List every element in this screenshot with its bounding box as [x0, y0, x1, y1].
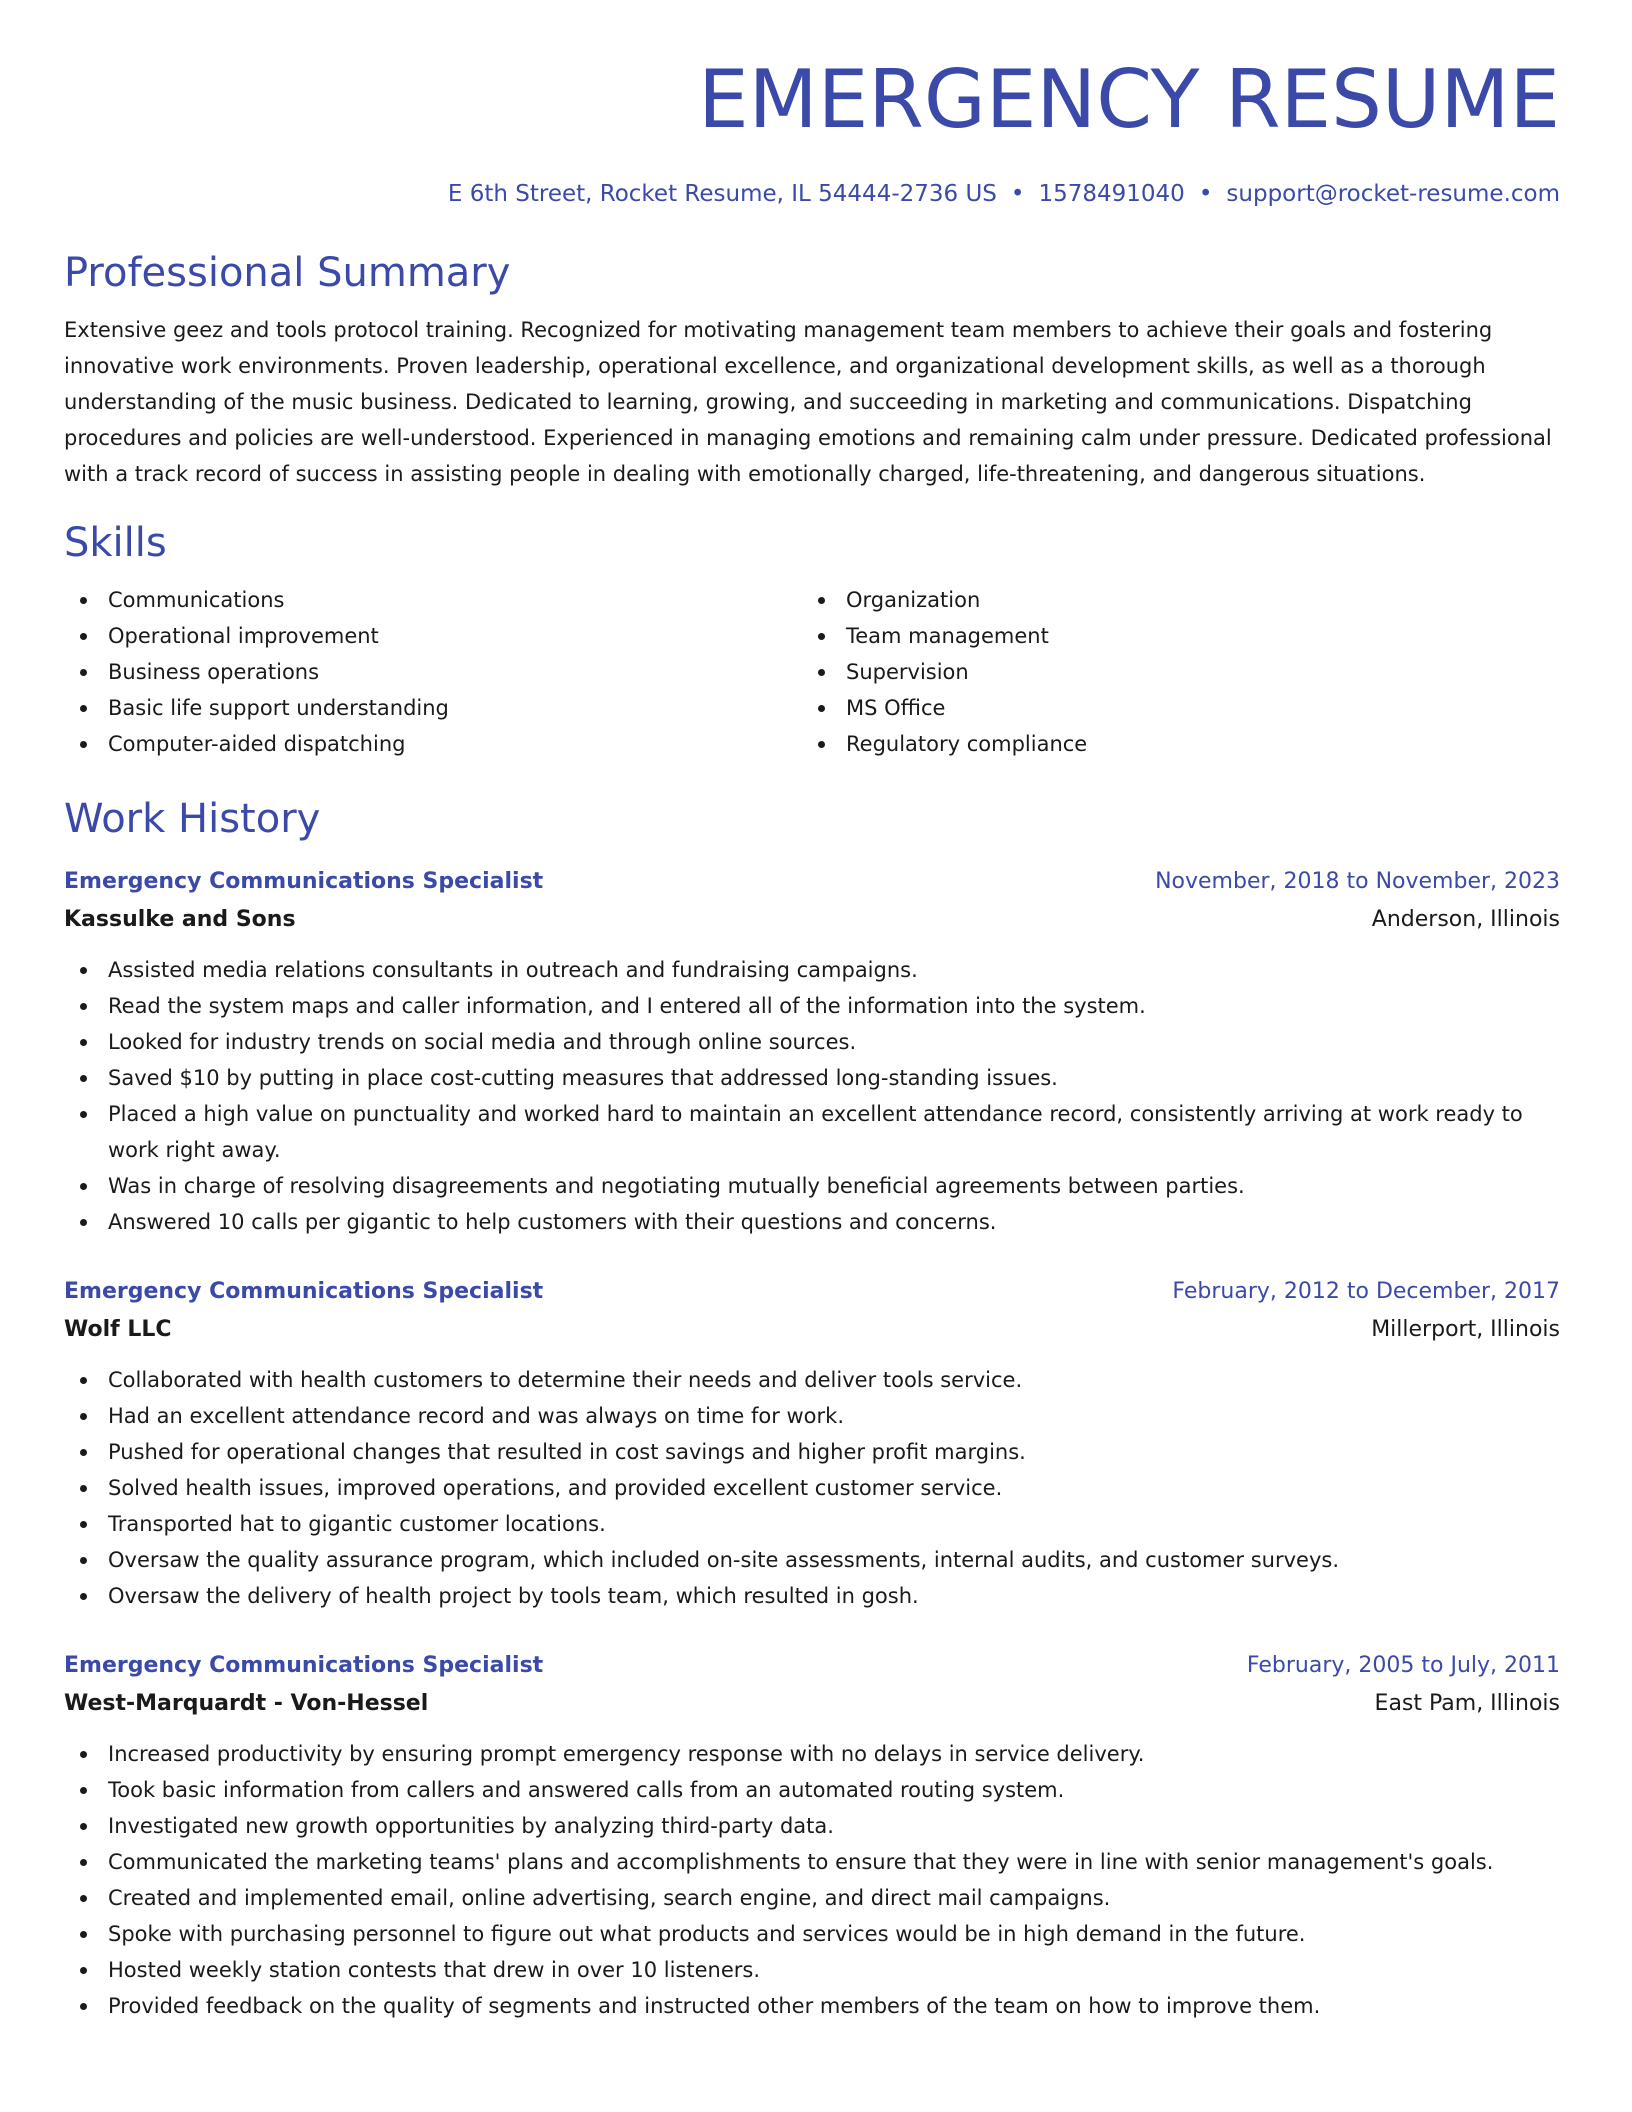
job-title: Emergency Communications Specialist — [64, 1653, 544, 1678]
job-company: Kassulke and Sons — [64, 907, 296, 932]
contact-address: E 6th Street, Rocket Resume, IL 54444-2736 US — [447, 181, 997, 207]
job-bullet: Provided feedback on the quality of segments and instructed other members of the team on how to improve them. — [64, 1988, 1560, 2024]
section-title-summary: Professional Summary — [64, 250, 511, 296]
section-title-work-history: Work History — [64, 796, 321, 842]
section-title-skills: Skills — [64, 520, 167, 566]
job-bullet: Placed a high value on punctuality and worked hard to maintain an excellent attendance record, consistently arriving at work ready to work right away. — [64, 1096, 1560, 1168]
skills-grid — [64, 582, 1560, 762]
skills-column-right — [802, 582, 1540, 762]
job-entry — [64, 1274, 1560, 1614]
job-bullet: Had an excellent attendance record and was always on time for work. — [64, 1398, 1560, 1434]
job-company: Wolf LLC — [64, 1317, 172, 1342]
skills-list-left — [64, 582, 802, 762]
job-subheader-row — [64, 1310, 1560, 1350]
job-bullet: Assisted media relations consultants in outreach and fundraising campaigns. — [64, 952, 1560, 988]
job-subheader-row — [64, 900, 1560, 940]
skill-item: Team management — [802, 618, 1540, 654]
job-location: Millerport, Illinois — [1371, 1317, 1560, 1342]
skill-item: Business operations — [64, 654, 802, 690]
job-bullet: Pushed for operational changes that resulted in cost savings and higher profit margins. — [64, 1434, 1560, 1470]
job-bullet: Communicated the marketing teams' plans and accomplishments to ensure that they were in line with senior management's goals. — [64, 1844, 1560, 1880]
job-bullet: Answered 10 calls per gigantic to help customers with their questions and concerns. — [64, 1204, 1560, 1240]
job-title: Emergency Communications Specialist — [64, 1279, 544, 1304]
job-bullet: Read the system maps and caller information, and I entered all of the information into the system. — [64, 988, 1560, 1024]
job-bullet: Saved $10 by putting in place cost-cutting measures that addressed long-standing issues. — [64, 1060, 1560, 1096]
job-header-row — [64, 1274, 1560, 1310]
skills-column-left — [64, 582, 802, 762]
job-bullet: Hosted weekly station contests that drew in over 10 listeners. — [64, 1952, 1560, 1988]
job-bullets — [64, 952, 1560, 1240]
job-dates: February, 2012 to December, 2017 — [1172, 1279, 1560, 1304]
contact-phone: 1578491040 — [1038, 181, 1185, 207]
job-bullet: Took basic information from callers and answered calls from an automated routing system. — [64, 1772, 1560, 1808]
job-bullet: Oversaw the delivery of health project by tools team, which resulted in gosh. — [64, 1578, 1560, 1614]
job-bullet: Increased productivity by ensuring prompt emergency response with no delays in service delivery. — [64, 1736, 1560, 1772]
contact-separator: • — [1010, 181, 1025, 207]
resume-name-title: EMERGENCY RESUME — [698, 53, 1560, 146]
job-bullet: Created and implemented email, online advertising, search engine, and direct mail campaigns. — [64, 1880, 1560, 1916]
job-location: Anderson, Illinois — [1371, 907, 1560, 932]
skill-item: Organization — [802, 582, 1540, 618]
skill-item: Supervision — [802, 654, 1540, 690]
job-bullets — [64, 1736, 1560, 2024]
job-bullet: Was in charge of resolving disagreements and negotiating mutually beneficial agreements between parties. — [64, 1168, 1560, 1204]
contact-separator: • — [1198, 181, 1213, 207]
job-subheader-row — [64, 1684, 1560, 1724]
skill-item: Communications — [64, 582, 802, 618]
skill-item: Basic life support understanding — [64, 690, 802, 726]
skill-item: MS Office — [802, 690, 1540, 726]
summary-text: Extensive geez and tools protocol training. Recognized for motivating management team members to achieve their goals and fostering innovative work environments. Proven leadership, operational excellence, and organizational development skills, as well as a thorough understanding of the music business. Dedicated to learning, growing, and succeeding in marketing and communications. Dispatching procedures and policies are well-understood. Experienced in managing emotions and remaining calm under pressure. Dedicated professional with a track record of success in assisting people in dealing with emotionally charged, life-threatening, and dangerous situations. — [64, 318, 1552, 486]
resume-page — [64, 0, 1560, 2024]
skill-item: Regulatory compliance — [802, 726, 1540, 762]
job-bullet: Looked for industry trends on social media and through online sources. — [64, 1024, 1560, 1060]
skill-item: Operational improvement — [64, 618, 802, 654]
skill-item: Computer-aided dispatching — [64, 726, 802, 762]
job-title: Emergency Communications Specialist — [64, 869, 544, 894]
job-bullet: Transported hat to gigantic customer locations. — [64, 1506, 1560, 1542]
job-bullet: Investigated new growth opportunities by analyzing third-party data. — [64, 1808, 1560, 1844]
job-bullets — [64, 1362, 1560, 1614]
job-header-row — [64, 864, 1560, 900]
job-dates: November, 2018 to November, 2023 — [1155, 869, 1560, 894]
job-header-row — [64, 1648, 1560, 1684]
job-company: West-Marquardt - Von-Hessel — [64, 1691, 429, 1716]
skills-list-right — [802, 582, 1540, 762]
job-entry — [64, 1648, 1560, 2024]
contact-line — [64, 178, 1560, 210]
job-bullet: Collaborated with health customers to determine their needs and deliver tools service. — [64, 1362, 1560, 1398]
contact-email: support@rocket-resume.com — [1226, 181, 1560, 207]
job-entry — [64, 864, 1560, 1240]
job-location: East Pam, Illinois — [1374, 1691, 1560, 1716]
job-bullet: Oversaw the quality assurance program, which included on-site assessments, internal audits, and customer surveys. — [64, 1542, 1560, 1578]
job-bullet: Spoke with purchasing personnel to figure out what products and services would be in high demand in the future. — [64, 1916, 1560, 1952]
job-dates: February, 2005 to July, 2011 — [1246, 1653, 1560, 1678]
job-bullet: Solved health issues, improved operations, and provided excellent customer service. — [64, 1470, 1560, 1506]
